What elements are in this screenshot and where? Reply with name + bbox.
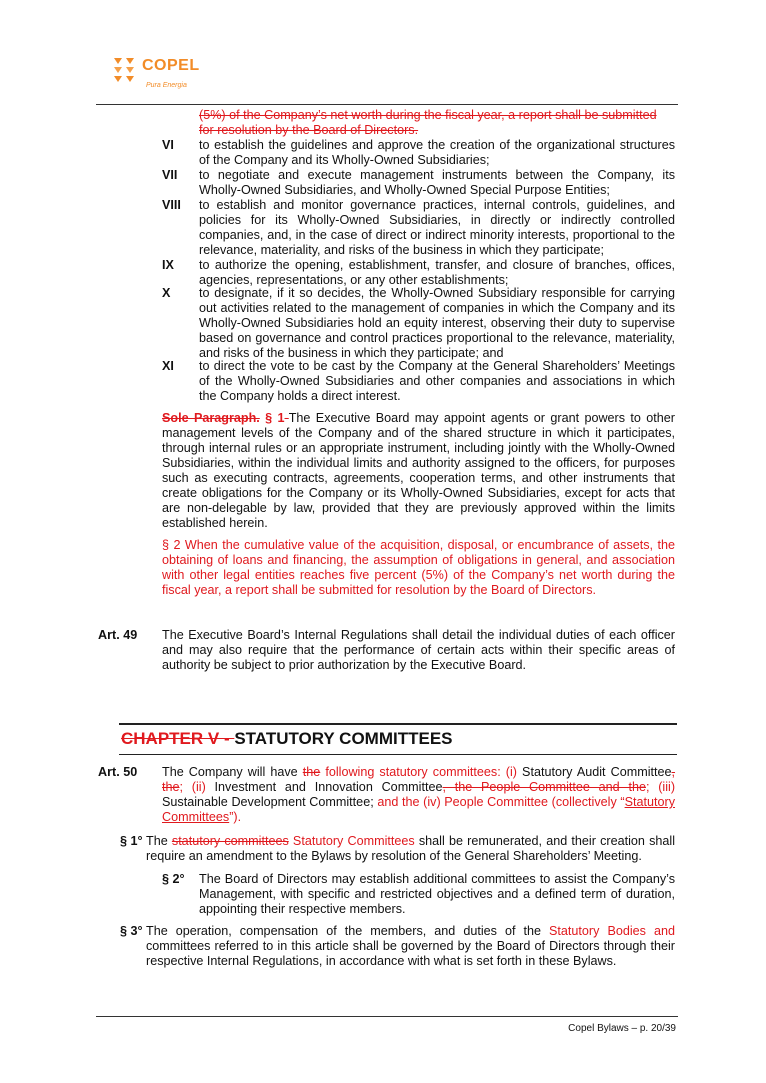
struck-line-2: for resolution by the Board of Directors.	[199, 123, 419, 137]
paragraph-label: § 2°	[162, 872, 185, 886]
article-label: Art. 50	[98, 765, 138, 779]
item-text: to authorize the opening, establishment, transfer, and closure of branches, offices, agencies, representations, or any other establishments;	[199, 258, 675, 287]
section-1-label: § 1	[265, 411, 285, 425]
logo-name: COPEL	[142, 57, 200, 74]
struck-dash: -	[284, 411, 289, 425]
copel-mark-icon	[112, 56, 138, 84]
header-rule	[96, 104, 678, 105]
sole-paragraph	[162, 411, 675, 531]
chapter-top-rule	[119, 723, 677, 725]
item-text: to negotiate and execute management instruments between the Company, its Wholly-Owned Subsidiaries, and Wholly-Owned Special Purpose Entities;	[199, 168, 675, 197]
sole-paragraph-text: The Executive Board may appoint agents or grant powers to other management levels of the Company and of the shared structure in which it participates, through internal rules or an appropriate instrument, including jointly with the Wholly-Owned Subsidiaries, within the individual limits and authority assigned to the officers, for purposes such as executing contracts, agreements, cooperation terms, and other instruments that create obligations for the Company or its Wholly-Owned Subsidiaries, except for acts that are non-delegable by law, provided that they are previously approved within the limits established herein.	[162, 411, 675, 530]
article-text: The Company will have the following statutory committees: (i) Statutory Audit Committee, the; (ii) Investment and Innovation Committee, the People Committee and the; (iii) Sustainable Development Committee; and the (iv) People Committee (collectively “Statutory Committees”).	[162, 765, 676, 824]
sole-paragraph-struck-label: Sole Paragraph.	[162, 411, 260, 425]
item-number: VIII	[162, 198, 181, 212]
paragraph-label: § 1°	[120, 834, 143, 848]
chapter-title: STATUTORY COMMITTEES	[234, 729, 453, 748]
item-text: to designate, if it so decides, the Wholly-Owned Subsidiary responsible for carrying out activities related to the management of companies in which the Company and its Wholly-Owned Subsidiaries hold an equity interest, observing their duty to supervise based on governance and control practices proportional to the relevance, materiality, and risks of the business in which they participate; and	[199, 286, 675, 360]
chapter-heading	[121, 729, 453, 749]
item-number: IX	[162, 258, 174, 272]
item-number: VI	[162, 138, 174, 152]
company-logo	[112, 56, 222, 92]
struck-line-1: (5%) of the Company’s net worth during the fiscal year, a report shall be submitted	[199, 108, 657, 122]
paragraph-text: The statutory committees Statutory Committees shall be remunerated, and their creation shall require an amendment to the Bylaws by resolution of the General Shareholders’ Meeting.	[146, 834, 675, 863]
chapter-bottom-rule	[119, 754, 677, 755]
article-text: The Executive Board’s Internal Regulations shall detail the individual duties of each officer and may also require that the performance of certain acts within their specific areas of authority be subject to prior authorization by the Executive Board.	[162, 628, 675, 672]
item-text: to establish and monitor governance practices, internal controls, guidelines, and policies for its Wholly-Owned Subsidiaries, in directly or indirectly controlled companies, and, in the case of direct or indirect minority interests, proportional to the relevance, materiality, and risks of the business in which they participate;	[199, 198, 675, 257]
paragraph-text: The operation, compensation of the members, and duties of the Statutory Bodies and committees referred to in this article shall be governed by the Board of Directors through their respective Internal Regulations, in accordance with what is set forth in these Bylaws.	[146, 924, 675, 968]
logo-tagline: Pura Energia	[146, 82, 187, 89]
item-number: X	[162, 286, 171, 300]
item-number: VII	[162, 168, 178, 182]
page-footer: Copel Bylaws – p. 20/39	[568, 1023, 676, 1034]
section-2-paragraph: § 2 When the cumulative value of the acquisition, disposal, or encumbrance of assets, the obtaining of loans and financing, the assumption of obligations in general, and association with other legal entities reaches five percent (5%) of the Company’s net worth during the fiscal year, a report shall be submitted for resolution by the Board of Directors.	[162, 538, 675, 597]
article-label: Art. 49	[98, 628, 138, 642]
paragraph-text: The Board of Directors may establish additional committees to assist the Company’s Management, with specific and restricted objectives and a defined term of duration, appointing their respective members.	[199, 872, 675, 916]
chapter-struck: CHAPTER V -	[121, 729, 235, 748]
paragraph-label: § 3°	[120, 924, 143, 938]
item-text: to direct the vote to be cast by the Company at the General Shareholders’ Meetings of the Wholly-Owned Subsidiaries and other companies and associations in which the Company holds a direct interest.	[199, 359, 675, 403]
item-text: to establish the guidelines and approve the creation of the organizational structures of the Company and its Wholly-Owned Subsidiaries;	[199, 138, 675, 167]
footer-rule	[96, 1016, 678, 1017]
item-number: XI	[162, 359, 174, 373]
